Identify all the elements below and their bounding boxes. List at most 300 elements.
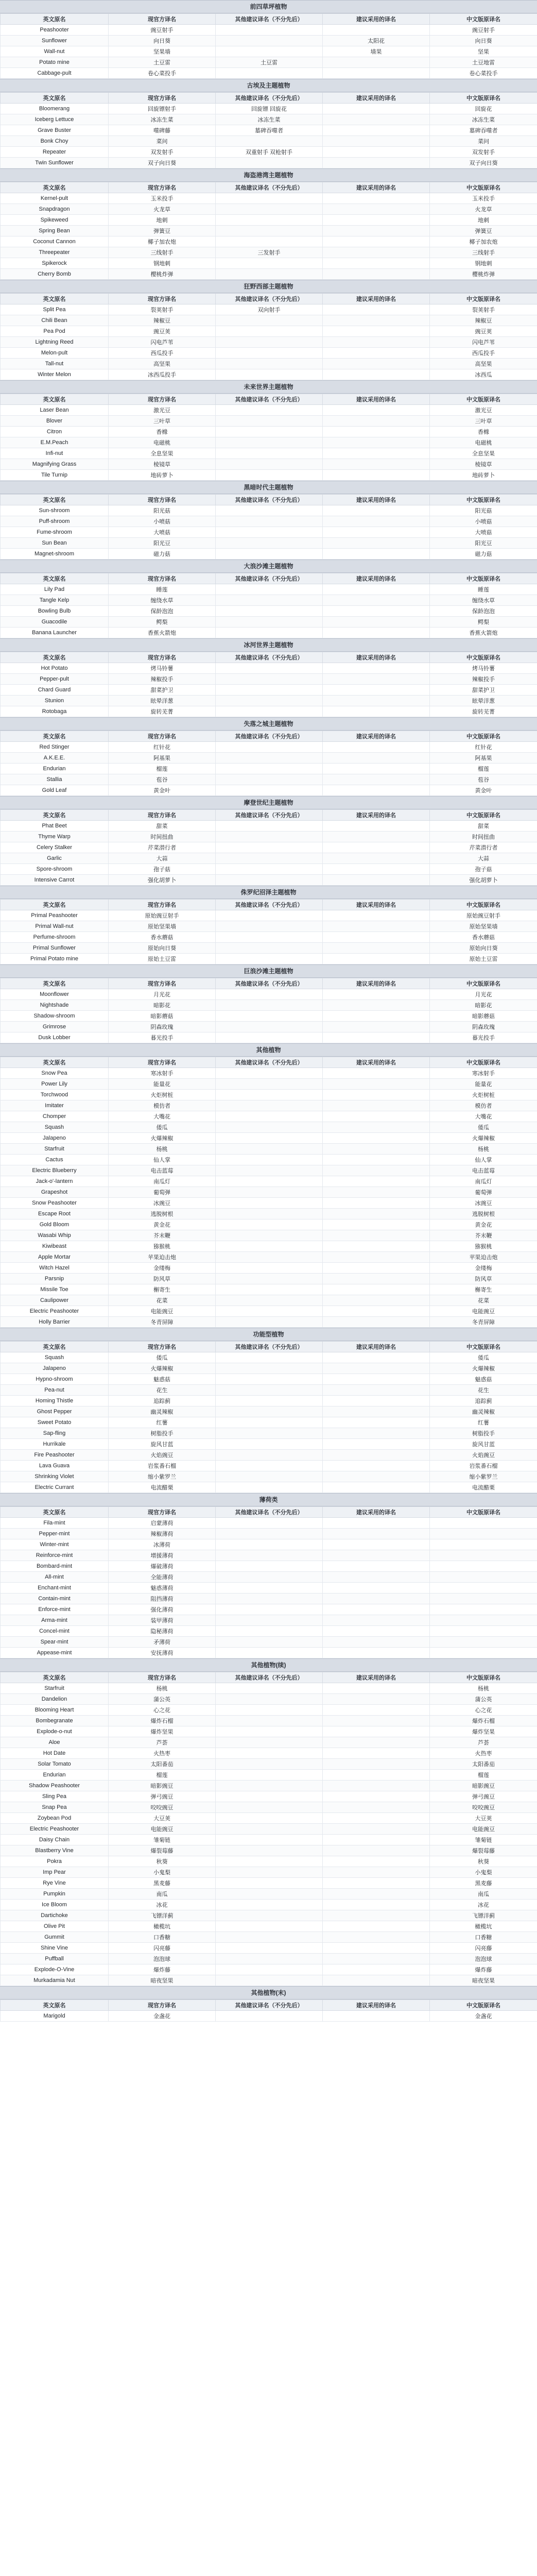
table-row xyxy=(1,910,537,921)
table-cell: 西瓜投手 xyxy=(109,348,216,359)
table-cell: Sweet Potato xyxy=(1,1417,109,1428)
table-cell: 魅惑菇 xyxy=(109,1374,216,1385)
table-cell xyxy=(216,921,323,932)
table-cell: 全息坚果 xyxy=(109,448,216,459)
table-cell: 小鬼梨 xyxy=(430,1867,537,1878)
table-cell: 噬碑藤 xyxy=(109,125,216,136)
table-cell: 阴森玫瑰 xyxy=(109,1022,216,1032)
table-cell xyxy=(323,1791,430,1802)
table-cell: 豌豆射手 xyxy=(430,25,537,36)
table-cell: Witch Hazel xyxy=(1,1263,109,1274)
table-cell xyxy=(323,1964,430,1975)
table-cell: 烤马铃薯 xyxy=(109,663,216,674)
table-row xyxy=(1,1284,537,1295)
table-cell xyxy=(430,1615,537,1626)
table-cell xyxy=(216,46,323,57)
table-cell: Hurrikale xyxy=(1,1439,109,1450)
table-cell: 西瓜投手 xyxy=(430,348,537,359)
table-cell: Squash xyxy=(1,1352,109,1363)
section-title: 侏罗纪沼泽主题植物 xyxy=(0,886,537,899)
table-row xyxy=(1,1263,537,1274)
table-cell: 火爆辣椒 xyxy=(430,1363,537,1374)
column-header: 英文原名 xyxy=(1,731,109,742)
table-cell: 钢地刺 xyxy=(109,258,216,269)
table-cell: 小鬼梨 xyxy=(109,1867,216,1878)
table-cell: 芥末鞭 xyxy=(430,1230,537,1241)
table-cell: 香橼 xyxy=(430,427,537,437)
table-cell: Cherry Bomb xyxy=(1,269,109,280)
table-cell xyxy=(323,1705,430,1716)
table-cell: 阿基果 xyxy=(430,753,537,764)
table-cell: 三发射手 xyxy=(216,247,323,258)
table-cell xyxy=(216,204,323,215)
table-cell: Gummit xyxy=(1,1932,109,1943)
table-cell: 魅惑菇 xyxy=(430,1374,537,1385)
table-cell xyxy=(216,1705,323,1716)
table-cell xyxy=(323,1867,430,1878)
table-row xyxy=(1,104,537,114)
table-cell: Pea Pod xyxy=(1,326,109,337)
table-cell: 闪电芦苇 xyxy=(109,337,216,348)
table-row xyxy=(1,1550,537,1561)
table-cell: 原始豌豆射手 xyxy=(430,910,537,921)
table-row xyxy=(1,1011,537,1022)
table-cell: 爆炸石榴 xyxy=(430,1716,537,1726)
table-section xyxy=(0,796,537,886)
table-section xyxy=(0,168,537,280)
table-row xyxy=(1,1176,537,1187)
table-cell xyxy=(216,628,323,638)
table-cell: 电击蓝莓 xyxy=(430,1165,537,1176)
table-cell xyxy=(216,1165,323,1176)
column-header: 其他建议译名（不分先后） xyxy=(216,1507,323,1518)
column-header: 中文版原译名 xyxy=(430,93,537,104)
table-cell: 辣椒豆 xyxy=(109,315,216,326)
table-cell xyxy=(323,742,430,753)
section-title: 冰河世界主题植物 xyxy=(0,638,537,652)
table-cell xyxy=(216,158,323,168)
column-header: 现官方译名 xyxy=(109,93,216,104)
table-cell xyxy=(216,1352,323,1363)
table-cell: Torchwood xyxy=(1,1090,109,1100)
table-cell: 鳄梨 xyxy=(430,617,537,628)
table-cell: 回旋镖射手 xyxy=(109,104,216,114)
table-cell xyxy=(323,1428,430,1439)
table-cell: 强化薄荷 xyxy=(109,1604,216,1615)
column-header: 中文版原译名 xyxy=(430,652,537,663)
table-cell xyxy=(216,1396,323,1406)
table-cell: 强化胡萝卜 xyxy=(109,875,216,886)
table-cell xyxy=(323,114,430,125)
table-cell: 葡萄弹 xyxy=(430,1187,537,1198)
table-cell: 棱镜草 xyxy=(430,459,537,470)
table-cell: 太阳花 xyxy=(323,36,430,46)
column-header: 中文版原译名 xyxy=(430,182,537,193)
table-row xyxy=(1,1022,537,1032)
table-cell: Pumpkin xyxy=(1,1889,109,1900)
table-cell: 红针花 xyxy=(430,742,537,753)
table-row xyxy=(1,46,537,57)
table-cell xyxy=(323,1748,430,1759)
table-cell: 冰花 xyxy=(109,1900,216,1910)
table-cell xyxy=(216,1144,323,1155)
table-cell: 土豆雷 xyxy=(216,57,323,68)
table-cell xyxy=(216,1845,323,1856)
table-cell: 墓碑吞噬者 xyxy=(430,125,537,136)
table-cell: Grimrose xyxy=(1,1022,109,1032)
column-header: 其他建议译名（不分先后） xyxy=(216,900,323,910)
table-cell xyxy=(216,337,323,348)
table-cell xyxy=(323,1824,430,1835)
table-cell xyxy=(323,1726,430,1737)
table-cell xyxy=(216,1518,323,1529)
table-cell: 卷心菜投手 xyxy=(430,68,537,79)
table-cell: 口香糖 xyxy=(430,1932,537,1943)
table-row xyxy=(1,405,537,416)
table-cell xyxy=(323,853,430,864)
table-cell xyxy=(323,57,430,68)
table-cell xyxy=(323,921,430,932)
table-cell: 杨桃 xyxy=(430,1144,537,1155)
column-header: 英文原名 xyxy=(1,2000,109,2011)
table-cell xyxy=(430,1583,537,1594)
table-cell: Dusk Lobber xyxy=(1,1032,109,1043)
table-cell xyxy=(216,527,323,538)
table-cell xyxy=(216,1561,323,1572)
table-row xyxy=(1,1144,537,1155)
table-cell: 花菜 xyxy=(430,1295,537,1306)
table-row xyxy=(1,943,537,954)
table-cell: A.K.E.E. xyxy=(1,753,109,764)
table-cell: 冬青屏障 xyxy=(109,1317,216,1328)
table-cell: 电能豌豆 xyxy=(430,1824,537,1835)
table-cell: 苞谷 xyxy=(430,774,537,785)
table-cell xyxy=(216,1770,323,1781)
table-cell: 樱桃炸弹 xyxy=(109,269,216,280)
table-cell xyxy=(216,516,323,527)
column-header: 现官方译名 xyxy=(109,978,216,989)
table-row xyxy=(1,1759,537,1770)
column-header: 英文原名 xyxy=(1,978,109,989)
table-cell xyxy=(430,1637,537,1648)
table-cell: Tile Turnip xyxy=(1,470,109,481)
table-row xyxy=(1,1133,537,1144)
table-row xyxy=(1,359,537,369)
table-cell: 香水蘑菇 xyxy=(430,932,537,943)
table-cell: Twin Sunflower xyxy=(1,158,109,168)
table-cell xyxy=(323,1011,430,1022)
table-row xyxy=(1,1604,537,1615)
table-cell: 土豆雷 xyxy=(109,57,216,68)
table-row xyxy=(1,1518,537,1529)
column-header: 建议采用的译名 xyxy=(323,182,430,193)
table-cell: 小喷菇 xyxy=(109,516,216,527)
table-cell xyxy=(323,125,430,136)
table-cell: Lava Guava xyxy=(1,1461,109,1471)
table-cell: 模仿者 xyxy=(430,1100,537,1111)
column-header: 建议采用的译名 xyxy=(323,394,430,405)
table-cell xyxy=(323,685,430,696)
table-cell xyxy=(216,674,323,685)
table-row xyxy=(1,193,537,204)
table-cell: Blastberry Vine xyxy=(1,1845,109,1856)
table-row xyxy=(1,1363,537,1374)
table-cell: Enchant-mint xyxy=(1,1583,109,1594)
table-cell: Garlic xyxy=(1,853,109,864)
table-cell xyxy=(323,193,430,204)
section-title: 薄荷类 xyxy=(0,1493,537,1506)
table-row xyxy=(1,595,537,606)
table-row xyxy=(1,226,537,236)
table-cell: 冰西瓜投手 xyxy=(109,369,216,380)
table-cell: 旋风甘蓝 xyxy=(109,1439,216,1450)
table-cell xyxy=(323,875,430,886)
table-cell xyxy=(323,1385,430,1396)
table-cell xyxy=(216,764,323,774)
table-cell: 保龄泡泡 xyxy=(109,606,216,617)
table-section xyxy=(0,1328,537,1493)
table-cell: Snap Pea xyxy=(1,1802,109,1813)
column-header: 英文原名 xyxy=(1,900,109,910)
table-cell: 樱桃炸弹 xyxy=(430,269,537,280)
table-cell: 暗夜坚果 xyxy=(430,1975,537,1986)
column-header: 中文版原译名 xyxy=(430,1342,537,1352)
table-cell: 原始坚果墙 xyxy=(109,921,216,932)
table-cell xyxy=(216,538,323,549)
column-header: 中文版原译名 xyxy=(430,1672,537,1683)
table-cell: Winter Melon xyxy=(1,369,109,380)
table-cell xyxy=(216,1550,323,1561)
table-cell xyxy=(430,1529,537,1539)
table-cell: Snapdragon xyxy=(1,204,109,215)
table-cell: 芦荟 xyxy=(430,1737,537,1748)
table-cell: 爆炸藤 xyxy=(430,1964,537,1975)
table-cell: 三线射手 xyxy=(430,247,537,258)
table-row xyxy=(1,1726,537,1737)
table-cell xyxy=(216,606,323,617)
table-cell: 防风草 xyxy=(430,1274,537,1284)
table-cell: 棱镜草 xyxy=(109,459,216,470)
table-cell xyxy=(216,1482,323,1493)
table-cell: 双发射手 xyxy=(430,147,537,158)
table-cell xyxy=(216,1824,323,1835)
table-cell: Spring Bean xyxy=(1,226,109,236)
table-cell: Snow Pea xyxy=(1,1068,109,1079)
table-cell: Wasabi Whip xyxy=(1,1230,109,1241)
name-table xyxy=(0,573,537,638)
table-cell: 飞镖洋蓟 xyxy=(109,1910,216,1921)
table-cell: Iceberg Lettuce xyxy=(1,114,109,125)
table-cell: 花菜 xyxy=(109,1295,216,1306)
table-cell: 南瓜 xyxy=(430,1889,537,1900)
column-header: 建议采用的译名 xyxy=(323,93,430,104)
column-header: 其他建议译名（不分先后） xyxy=(216,394,323,405)
table-cell: 蒲公英 xyxy=(109,1694,216,1705)
table-cell: 向日葵 xyxy=(430,36,537,46)
table-cell: 弹簧豆 xyxy=(430,226,537,236)
table-cell: Rye Vine xyxy=(1,1878,109,1889)
table-cell: Guacodile xyxy=(1,617,109,628)
name-table xyxy=(0,494,537,560)
table-cell xyxy=(216,742,323,753)
table-row xyxy=(1,1867,537,1878)
table-row xyxy=(1,1921,537,1932)
table-cell xyxy=(323,1079,430,1090)
table-row xyxy=(1,1165,537,1176)
table-cell xyxy=(323,696,430,706)
table-cell: 原始坚果墙 xyxy=(430,921,537,932)
table-cell: 全息坚果 xyxy=(430,448,537,459)
table-cell: Stunion xyxy=(1,696,109,706)
table-cell: Blooming Heart xyxy=(1,1705,109,1716)
table-cell xyxy=(323,1583,430,1594)
column-header: 现官方译名 xyxy=(109,1342,216,1352)
section-title: 狂野西部主题植物 xyxy=(0,280,537,293)
table-cell: 花生 xyxy=(430,1385,537,1396)
section-title: 黑暗时代主题植物 xyxy=(0,481,537,494)
table-cell: 冬青屏障 xyxy=(430,1317,537,1328)
table-cell xyxy=(323,1122,430,1133)
table-cell xyxy=(323,258,430,269)
table-cell: 杨桃 xyxy=(430,1683,537,1694)
table-cell: Magnifying Grass xyxy=(1,459,109,470)
table-cell xyxy=(323,505,430,516)
table-cell: E.M.Peach xyxy=(1,437,109,448)
table-cell: 保龄泡泡 xyxy=(430,606,537,617)
table-row xyxy=(1,1306,537,1317)
table-cell: Jack-o'-lantern xyxy=(1,1176,109,1187)
table-section xyxy=(0,380,537,481)
table-row xyxy=(1,617,537,628)
table-cell xyxy=(323,549,430,560)
column-header: 建议采用的译名 xyxy=(323,978,430,989)
table-cell xyxy=(216,326,323,337)
table-row xyxy=(1,1352,537,1363)
table-row xyxy=(1,470,537,481)
table-row xyxy=(1,1032,537,1043)
table-cell: Reinforce-mint xyxy=(1,1550,109,1561)
table-cell: 黄金叶 xyxy=(430,785,537,796)
column-header: 中文版原译名 xyxy=(430,900,537,910)
table-cell: 火爆辣椒 xyxy=(430,1133,537,1144)
column-header: 英文原名 xyxy=(1,573,109,584)
table-row xyxy=(1,1683,537,1694)
table-cell xyxy=(430,1648,537,1658)
table-cell: 香蕉火箭炮 xyxy=(430,628,537,638)
table-cell: Concel-mint xyxy=(1,1626,109,1637)
table-cell xyxy=(216,1079,323,1090)
table-row xyxy=(1,1317,537,1328)
table-cell: 菜问 xyxy=(430,136,537,147)
column-header: 中文版原译名 xyxy=(430,495,537,505)
table-cell xyxy=(323,1770,430,1781)
table-cell: 阿基果 xyxy=(109,753,216,764)
table-cell: Primal Potato mine xyxy=(1,954,109,964)
column-header: 其他建议译名（不分先后） xyxy=(216,1342,323,1352)
table-cell xyxy=(323,1471,430,1482)
table-cell: Bonk Choy xyxy=(1,136,109,147)
table-cell: 倭瓜 xyxy=(430,1352,537,1363)
table-cell: Intensive Carrot xyxy=(1,875,109,886)
table-cell xyxy=(216,617,323,628)
table-cell: 暗影花 xyxy=(430,1000,537,1011)
table-cell: Winter-mint xyxy=(1,1539,109,1550)
table-cell: 火热枣 xyxy=(430,1748,537,1759)
table-cell xyxy=(216,1306,323,1317)
column-header: 中文版原译名 xyxy=(430,810,537,821)
table-cell: Threepeater xyxy=(1,247,109,258)
table-row xyxy=(1,864,537,875)
table-cell: Moonflower xyxy=(1,989,109,1000)
column-header: 建议采用的译名 xyxy=(323,573,430,584)
table-cell: 秋葵 xyxy=(430,1856,537,1867)
table-cell: Rotobaga xyxy=(1,706,109,717)
table-cell: 时间扭曲 xyxy=(430,832,537,842)
table-cell: 葡萄弹 xyxy=(109,1187,216,1198)
column-header: 其他建议译名（不分先后） xyxy=(216,182,323,193)
table-cell: 冰冻生菜 xyxy=(216,114,323,125)
table-row xyxy=(1,832,537,842)
table-cell: 大蒜 xyxy=(109,853,216,864)
table-section xyxy=(0,481,537,560)
table-cell xyxy=(216,989,323,1000)
table-cell xyxy=(216,505,323,516)
table-cell xyxy=(216,359,323,369)
table-cell xyxy=(216,1975,323,1986)
table-cell: Sun-shroom xyxy=(1,505,109,516)
table-cell xyxy=(323,584,430,595)
table-cell: Electric Currant xyxy=(1,1482,109,1493)
table-cell xyxy=(216,1274,323,1284)
table-cell: 原始土豆雷 xyxy=(430,954,537,964)
table-cell xyxy=(216,269,323,280)
table-cell xyxy=(323,1845,430,1856)
table-cell xyxy=(323,910,430,921)
table-cell xyxy=(323,674,430,685)
table-cell: 土豆地雷 xyxy=(430,57,537,68)
table-row xyxy=(1,853,537,864)
table-cell: 冰豌豆 xyxy=(430,1198,537,1209)
table-cell: Enforce-mint xyxy=(1,1604,109,1615)
table-cell: 弹弓豌豆 xyxy=(109,1791,216,1802)
table-cell xyxy=(430,1539,537,1550)
table-cell: 爆炸坚果 xyxy=(430,1726,537,1737)
table-cell: 爆裂莓藤 xyxy=(109,1845,216,1856)
table-row xyxy=(1,1770,537,1781)
table-cell xyxy=(216,1683,323,1694)
table-row xyxy=(1,1561,537,1572)
table-cell: 榴莲 xyxy=(109,1770,216,1781)
table-cell xyxy=(216,1583,323,1594)
table-cell: 眩晕洋葱 xyxy=(109,696,216,706)
table-row xyxy=(1,1932,537,1943)
table-cell xyxy=(216,584,323,595)
table-cell: All-mint xyxy=(1,1572,109,1583)
table-row xyxy=(1,549,537,560)
table-row xyxy=(1,1900,537,1910)
table-row xyxy=(1,247,537,258)
table-row xyxy=(1,785,537,796)
table-cell: 月光花 xyxy=(109,989,216,1000)
table-cell: Nightshade xyxy=(1,1000,109,1011)
table-row xyxy=(1,628,537,638)
table-cell: Coconut Cannon xyxy=(1,236,109,247)
table-cell: 红薯 xyxy=(109,1417,216,1428)
column-header: 其他建议译名（不分先后） xyxy=(216,14,323,25)
table-cell: 寒冰射手 xyxy=(430,1068,537,1079)
column-header: 中文版原译名 xyxy=(430,731,537,742)
table-row xyxy=(1,1943,537,1954)
